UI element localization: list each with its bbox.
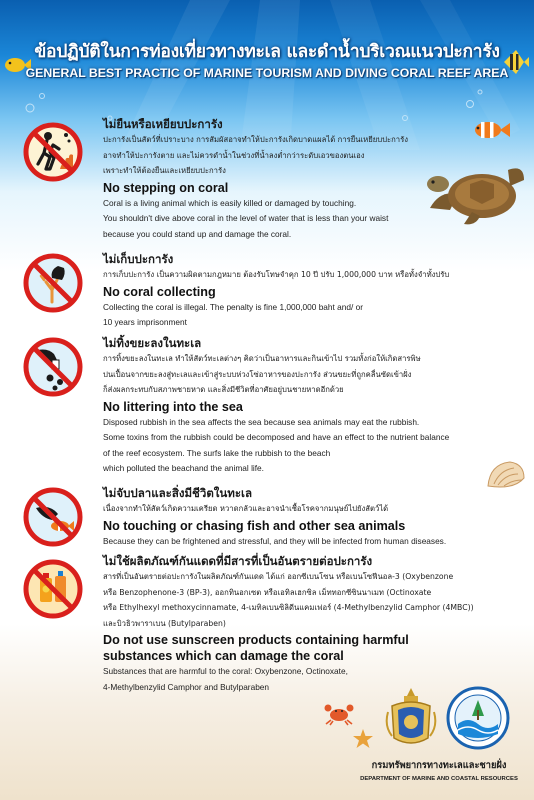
body-thai-line: อาจทำให้ปะการังตาย และไม่ควรดำน้ำในช่วงที่น้ำลงต่ำกว่าระดับเอวของตนเอง bbox=[103, 150, 365, 160]
body-thai-line: หรือ Ethylhexyl methoxycinnamate, 4-เมทิลเบนซิลิดีนแคมเฟอร์ (4-Methylbenzylid Camphor (4MBC)) bbox=[103, 603, 474, 612]
department-name-thai: กรมทรัพยากรทางทะเลและชายฝั่ง bbox=[371, 760, 507, 771]
body-english-line: Collecting the coral is illegal. The penalty is fine 1,000,000 baht and/ or bbox=[103, 301, 363, 312]
heading-thai: ไม่ยืนหรือเหยียบปะการัง bbox=[103, 117, 223, 131]
heading-english: Do not use sunscreen products containing harmful bbox=[103, 633, 409, 647]
body-english-line: 4-Methylbenzylid Camphor and Butylparaben bbox=[103, 681, 270, 692]
body-english-line: because you could stand up and damage the coral. bbox=[103, 228, 292, 239]
body-thai-line: เพราะทำให้ต้องยืนและเหยียบปะการัง bbox=[103, 166, 226, 175]
no-littering-icon bbox=[22, 336, 84, 398]
department-name-english: DEPARTMENT OF MARINE AND COASTAL RESOURCES bbox=[360, 776, 518, 782]
heading-english: No littering into the sea bbox=[103, 399, 243, 414]
body-thai-line: เนื่องจากทำให้สัตว์เกิดความเครียด หวาดกลัวและอาจนำเชื้อโรคจากมนุษย์ไปยังสัตว์ได้ bbox=[103, 504, 389, 513]
body-thai-line: ก็ส่งผลกระทบกับสภาพชายหาด และสิ่งมีชีวิตที่อาศัยอยู่บนชายหาดอีกด้วย bbox=[103, 385, 344, 394]
no-sunscreen-icon bbox=[22, 558, 84, 620]
no-touching-fish-icon bbox=[22, 486, 84, 548]
heading-thai: ไม่ทิ้งขยะลงในทะเล bbox=[103, 336, 202, 350]
body-english-line: Some toxins from the rubbish could be decomposed and have an effect to the nutrient balance bbox=[103, 432, 450, 442]
department-logo bbox=[446, 686, 510, 750]
title-english: GENERAL BEST PRACTIC OF MARINE TOURISM AND DIVING CORAL REEF AREA bbox=[25, 66, 509, 80]
body-thai-line: และบิวธิวพาราเบน (Butylparaben) bbox=[103, 618, 226, 628]
royal-emblem-logo bbox=[384, 686, 438, 750]
body-thai-line: ปนเปื้อนจากขยะลงสู่ทะเลและเข้าสู่ระบบห่วงโซ่อาหารของปะการัง ส่วนขยะที่ถูกคลื่นซัดเข้าฝั่ง bbox=[103, 369, 412, 379]
heading-english: No touching or chasing fish and other sea animals bbox=[103, 518, 406, 533]
body-thai-line: ปะการังเป็นสัตว์ที่เปราะบาง การสัมผัสอาจทำให้ปะการังเกิดบาดแผลได้ การยืนเหยียบปะการัง bbox=[103, 135, 408, 144]
body-english-line: of the reef ecosystem. The surfs lake the rubbish to the beach bbox=[103, 447, 331, 458]
heading-thai: ไม่เก็บปะการัง bbox=[103, 252, 174, 266]
crab-icon bbox=[322, 700, 356, 726]
body-thai-line: การเก็บปะการัง เป็นความผิดตามกฎหมาย ต้องรับโทษจำคุก 10 ปี ปรับ 1,000,000 บาท หรือทั้งจำทั้งปรับ bbox=[103, 270, 450, 279]
body-thai-line: การทิ้งขยะลงในทะเล ทำให้สัตว์ทะเลต่างๆ คิดว่าเป็นอาหารและกินเข้าไป รวมทั้งก่อให้เกิดสารพิษ bbox=[103, 354, 421, 363]
body-thai-line: หรือ Benzophenone-3 (BP-3), ออกทินอกเซต หรือเอทิลเฮกซิล เม็ททอกซีซินนาเมท (Octinoxate bbox=[103, 587, 432, 597]
body-english-line: Substances that are harmful to the coral: Oxybenzone, Octinoxate, bbox=[103, 666, 348, 676]
heading-english: substances which can damage the coral bbox=[103, 649, 344, 663]
body-english-line: 10 years imprisonment bbox=[103, 317, 187, 327]
body-english-line: which polluted the beachand the animal life. bbox=[103, 463, 264, 473]
no-coral-collecting-icon bbox=[22, 252, 84, 314]
body-thai-line: สารที่เป็นอันตรายต่อปะการังในผลิตภัณฑ์กันแดด ได้แก่ ออกซีเบนโซน หรือเบนโซฟีนอล-3 (Oxybenzone bbox=[103, 572, 454, 581]
body-english-line: You shouldn't dive above coral in the level of water that is less than your waist bbox=[103, 213, 389, 223]
heading-english: No coral collecting bbox=[103, 284, 216, 299]
no-stepping-coral-icon bbox=[22, 121, 84, 183]
heading-thai: ไม่จับปลาและสิ่งมีชีวิตในทะเล bbox=[103, 486, 253, 500]
heading-english: No stepping on coral bbox=[103, 180, 229, 195]
body-english-line: Coral is a living animal which is easily killed or damaged by touching. bbox=[103, 197, 357, 208]
body-english-line: Because they can be frightened and stressful, and they will be infected from human diseases. bbox=[103, 535, 447, 546]
bubbles-decoration bbox=[0, 0, 534, 130]
heading-thai: ไม่ใช้ผลิตภัณฑ์กันแดดที่มีสารที่เป็นอันตรายต่อปะการัง bbox=[103, 554, 373, 568]
starfish-icon bbox=[352, 728, 374, 750]
body-english-line: Disposed rubbish in the sea affects the sea because sea animals may eat the rubbish. bbox=[103, 416, 420, 427]
title-thai: ข้อปฏิบัติในการท่องเที่ยวทางทะเล และดำน้ำบริเวณแนวปะการัง bbox=[34, 42, 500, 62]
